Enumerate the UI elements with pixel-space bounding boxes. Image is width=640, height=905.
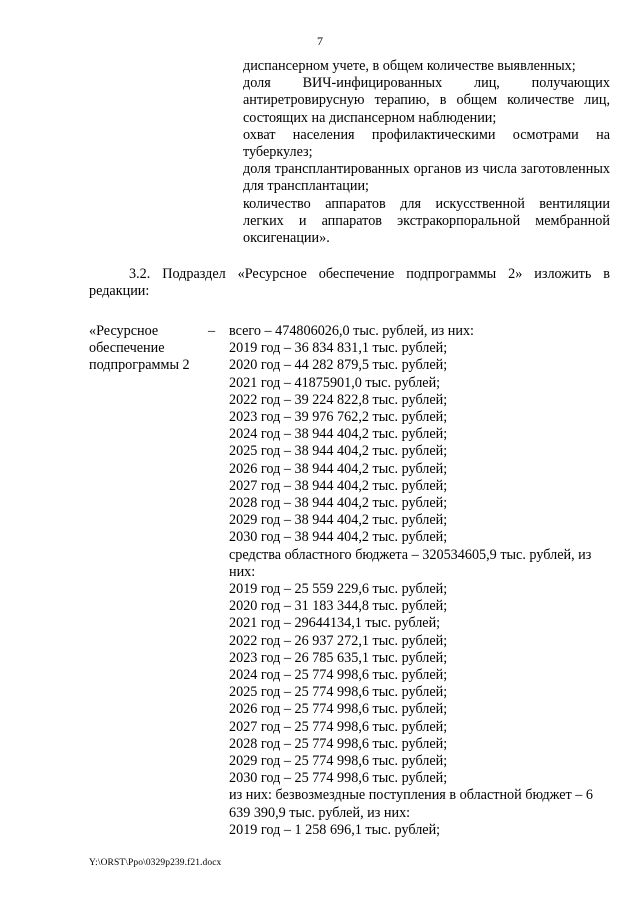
indicator-item: доля ВИЧ-инфицированных лиц, получающих антиретровирусную терапию, в общем количестве лиц, состоящих на диспансерном наблюдении; (243, 75, 610, 126)
regional-budget-total: средства областного бюджета – 320534605,9 тыс. рублей, из них: (229, 546, 592, 580)
funding-total: всего – 474806026,0 тыс. рублей, из них: (229, 323, 474, 339)
regional-year-line: 2028 год – 25 774 998,6 тыс. рублей; (229, 735, 448, 752)
indicator-item: охват населения профилактическими осмотрами на туберкулез; (243, 126, 610, 161)
funding-year-line: 2022 год – 39 224 822,8 тыс. рублей; (229, 391, 448, 408)
gratuitous-year-line: 2019 год – 1 258 696,1 тыс. рублей; (229, 821, 441, 838)
regional-year-line: 2027 год – 25 774 998,6 тыс. рублей; (229, 718, 448, 735)
regional-year-line: 2022 год – 26 937 272,1 тыс. рублей; (229, 632, 448, 649)
indicator-item: доля трансплантированных органов из числа заготовленных для трансплантации; (243, 161, 610, 195)
gratuitous-receipts-total: из них: безвозмездные поступления в областной бюджет – 6 639 390,9 тыс. рублей, из них: (229, 787, 593, 821)
section-3-2 (89, 266, 610, 300)
regional-year-line: 2020 год – 31 183 344,8 тыс. рублей; (229, 598, 448, 615)
regional-year-line: 2021 год – 29644134,1 тыс. рублей; (229, 615, 441, 632)
funding-year-line: 2019 год – 36 834 831,1 тыс. рублей; (229, 340, 448, 357)
regional-year-line: 2024 год – 25 774 998,6 тыс. рублей; (229, 667, 448, 684)
label-dash: – (208, 323, 216, 339)
funding-year-line: 2021 год – 41875901,0 тыс. рублей; (229, 374, 441, 391)
file-path-footer: Y:\ORST\Ppo\0329p239.f21.docx (89, 858, 222, 868)
funding-year-line: 2028 год – 38 944 404,2 тыс. рублей; (229, 495, 448, 512)
funding-year-line: 2025 год – 38 944 404,2 тыс. рублей; (229, 443, 448, 460)
regional-year-line: 2025 год – 25 774 998,6 тыс. рублей; (229, 684, 448, 701)
funding-year-line: 2027 год – 38 944 404,2 тыс. рублей; (229, 477, 448, 494)
resource-label-line: «Ресурсное (89, 323, 159, 339)
funding-year-line: 2024 год – 38 944 404,2 тыс. рублей; (229, 426, 448, 443)
resource-values (229, 323, 610, 839)
funding-year-line: 2023 год – 39 976 762,2 тыс. рублей; (229, 409, 448, 426)
indicator-list (243, 58, 610, 247)
indicator-item: количество аппаратов для искусственной вентиляции легких и аппаратов экстракорпоральной мембранной оксигенации». (243, 195, 610, 247)
resource-label-line: обеспечение (89, 340, 165, 357)
regional-year-line: 2030 год – 25 774 998,6 тыс. рублей; (229, 770, 448, 787)
regional-year-line: 2019 год – 25 559 229,6 тыс. рублей; (229, 581, 448, 598)
resource-label-line: подпрограммы 2 (89, 357, 190, 374)
regional-year-line: 2026 год – 25 774 998,6 тыс. рублей; (229, 701, 448, 718)
regional-year-line: 2029 год – 25 774 998,6 тыс. рублей; (229, 753, 448, 770)
page-number: 7 (317, 34, 323, 48)
indicator-item: диспансерном учете, в общем количестве выявленных; (243, 58, 576, 74)
funding-year-line: 2029 год – 38 944 404,2 тыс. рублей; (229, 512, 448, 529)
regional-year-line: 2023 год – 26 785 635,1 тыс. рублей; (229, 649, 448, 666)
section-text: 3.2. Подраздел «Ресурсное обеспечение подпрограммы 2» изложить в редакции: (89, 266, 610, 300)
funding-year-line: 2030 год – 38 944 404,2 тыс. рублей; (229, 529, 448, 546)
funding-year-line: 2020 год – 44 282 879,5 тыс. рублей; (229, 357, 448, 374)
funding-year-line: 2026 год – 38 944 404,2 тыс. рублей; (229, 460, 448, 477)
